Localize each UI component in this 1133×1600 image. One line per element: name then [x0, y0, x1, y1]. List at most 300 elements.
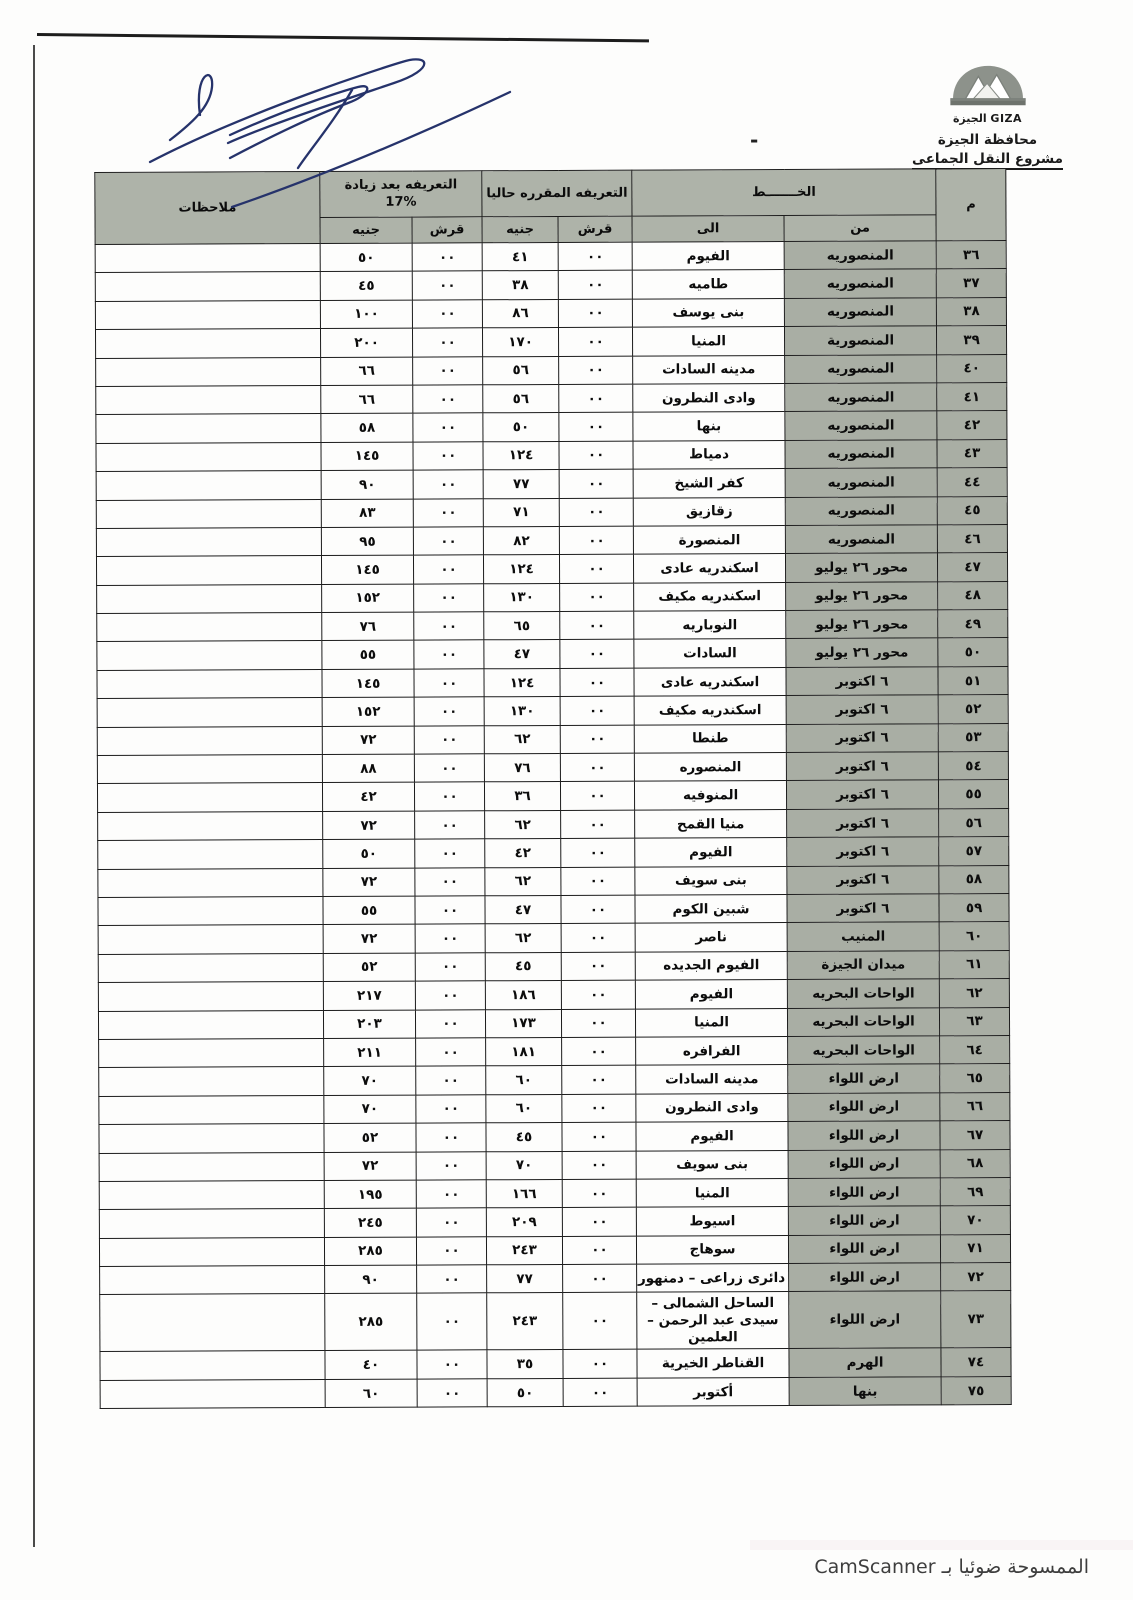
- current-pounds-cell: ٤٧: [485, 895, 561, 924]
- col-header-piasters-current: قرش: [558, 216, 632, 242]
- notes-cell: [96, 499, 321, 528]
- increased-piasters-cell: ٠٠: [412, 300, 482, 329]
- notes-cell: [97, 584, 322, 613]
- table-row: [97, 638, 1008, 670]
- current-piasters-cell: ٠٠: [559, 384, 633, 413]
- current-pounds-cell: ١٣٠: [484, 697, 560, 726]
- row-serial-cell: ٦٠: [939, 922, 1009, 951]
- current-piasters-cell: ٠٠: [562, 1179, 636, 1208]
- from-cell: ٦ اكتوبر: [786, 723, 938, 752]
- current-pounds-cell: ٢٤٣: [487, 1293, 563, 1350]
- increased-pounds-cell: ٢١٧: [323, 981, 415, 1010]
- notes-cell: [98, 925, 323, 954]
- current-pounds-cell: ٢٤٣: [486, 1236, 562, 1265]
- row-serial-cell: ٣٧: [936, 269, 1006, 298]
- to-cell: الفرافره: [636, 1036, 788, 1065]
- row-serial-cell: ٦٣: [939, 1007, 1009, 1036]
- increased-piasters-cell: ٠٠: [414, 640, 484, 669]
- current-pounds-cell: ٦٠: [486, 1066, 562, 1095]
- row-serial-cell: ٥٣: [938, 723, 1008, 752]
- increased-pounds-cell: ٩٠: [321, 470, 413, 499]
- row-serial-cell: ٥١: [938, 666, 1008, 695]
- current-piasters-cell: ٠٠: [559, 469, 633, 498]
- to-cell: السادات: [634, 639, 786, 668]
- logo-caption: الجيزة GIZA: [952, 112, 1023, 125]
- from-cell: ٦ اكتوبر: [786, 695, 938, 724]
- table-row: [98, 837, 1009, 869]
- increase-label-line2: 17%: [385, 194, 417, 210]
- increased-pounds-cell: ٨٨: [322, 754, 414, 783]
- to-cell: دمياط: [633, 440, 785, 469]
- table-row: [96, 524, 1007, 556]
- table-row: [98, 893, 1009, 925]
- row-serial-cell: ٥٦: [939, 808, 1009, 837]
- table-row: [100, 1291, 1011, 1352]
- from-cell: المنصوريه: [785, 496, 937, 525]
- current-pounds-cell: ١٨١: [486, 1037, 562, 1066]
- notes-cell: [99, 1237, 324, 1266]
- to-cell: الفيوم: [635, 838, 787, 867]
- from-cell: بنها: [789, 1377, 941, 1406]
- to-cell: المنوفيه: [634, 781, 786, 810]
- to-cell: النوباريه: [634, 611, 786, 640]
- to-cell: المنصورة: [633, 525, 785, 554]
- table-row: [98, 808, 1009, 840]
- current-piasters-cell: ٠٠: [562, 1065, 636, 1094]
- from-cell: ٦ اكتوبر: [787, 837, 939, 866]
- from-cell: الواحات البحريه: [787, 1007, 939, 1036]
- current-pounds-cell: ٥٦: [483, 356, 559, 385]
- current-piasters-cell: ٠٠: [560, 782, 634, 811]
- notes-cell: [97, 783, 322, 812]
- col-header-serial: م: [936, 169, 1006, 241]
- row-serial-cell: ٤٤: [937, 468, 1007, 497]
- current-piasters-cell: ٠٠: [562, 1207, 636, 1236]
- from-cell: ارض اللواء: [788, 1234, 940, 1263]
- table-row: [99, 1177, 1010, 1209]
- row-serial-cell: ٧٠: [940, 1206, 1010, 1235]
- increased-pounds-cell: ٥٥: [323, 896, 415, 925]
- table-row: [95, 326, 1006, 358]
- col-header-pounds-current: جنيه: [482, 216, 558, 242]
- to-cell: زقازيق: [633, 497, 785, 526]
- to-cell: دائرى زراعى – دمنهور: [637, 1264, 789, 1293]
- row-serial-cell: ٥٢: [938, 695, 1008, 724]
- col-header-increased-tariff-group: [320, 171, 482, 218]
- current-piasters-cell: ٠٠: [560, 696, 634, 725]
- increased-piasters-cell: ٠٠: [413, 385, 483, 414]
- table-row: [98, 865, 1009, 897]
- increased-pounds-cell: ٥٢: [323, 953, 415, 982]
- current-pounds-cell: ١٢٤: [483, 441, 559, 470]
- current-pounds-cell: ٤٥: [486, 1123, 562, 1152]
- increased-piasters-cell: ٠٠: [415, 1009, 485, 1038]
- current-piasters-cell: ٠٠: [558, 271, 632, 300]
- to-cell: سوهاج: [636, 1235, 788, 1264]
- col-header-line-group: الخـــــــط: [632, 169, 936, 216]
- increased-pounds-cell: ١٩٥: [324, 1180, 416, 1209]
- from-cell: الواحات البحريه: [788, 1036, 940, 1065]
- row-serial-cell: ٣٦: [936, 241, 1006, 270]
- increased-pounds-cell: ٢٨٥: [325, 1294, 417, 1351]
- from-cell: الهرم: [789, 1348, 941, 1377]
- notes-cell: [97, 613, 322, 642]
- notes-cell: [99, 1180, 324, 1209]
- increased-piasters-cell: ٠٠: [417, 1350, 487, 1379]
- table-row: [99, 1064, 1010, 1096]
- increased-pounds-cell: ١٤٥: [321, 442, 413, 471]
- increased-piasters-cell: ٠٠: [413, 555, 483, 584]
- fare-table: [94, 168, 1011, 1409]
- row-serial-cell: ٥٠: [938, 638, 1008, 667]
- to-cell: اسكندريه عادى: [634, 667, 786, 696]
- to-cell: الفيوم: [636, 1122, 788, 1151]
- increased-pounds-cell: ٧٢: [324, 1152, 416, 1181]
- increased-piasters-cell: ٠٠: [415, 953, 485, 982]
- table-row: [99, 1121, 1010, 1153]
- from-cell: المنصوريه: [785, 525, 937, 554]
- notes-cell: [97, 726, 322, 755]
- from-cell: المنيب: [787, 922, 939, 951]
- increased-pounds-cell: ٦٦: [321, 385, 413, 414]
- current-pounds-cell: ١٦٦: [486, 1179, 562, 1208]
- notes-cell: [98, 953, 323, 982]
- notes-cell: [100, 1294, 325, 1352]
- increased-piasters-cell: ٠٠: [414, 697, 484, 726]
- current-piasters-cell: ٠٠: [563, 1264, 637, 1293]
- current-pounds-cell: ٦٢: [485, 924, 561, 953]
- notes-cell: [96, 385, 321, 414]
- current-piasters-cell: ٠٠: [558, 299, 632, 328]
- table-row: [98, 979, 1009, 1011]
- to-cell: المنصوره: [634, 753, 786, 782]
- row-serial-cell: ٤٩: [938, 610, 1008, 639]
- table-row: [96, 496, 1007, 528]
- table-row: [96, 553, 1007, 585]
- current-piasters-cell: ٠٠: [561, 1009, 635, 1038]
- notes-cell: [99, 1067, 324, 1096]
- increased-pounds-cell: ٩٠: [325, 1265, 417, 1294]
- table-row: [97, 780, 1008, 812]
- row-serial-cell: ٧١: [940, 1234, 1010, 1263]
- notes-cell: [97, 641, 322, 670]
- notes-cell: [98, 840, 323, 869]
- col-header-from: من: [784, 215, 936, 242]
- notes-cell: [99, 1209, 324, 1238]
- from-cell: ٦ اكتوبر: [786, 667, 938, 696]
- increased-pounds-cell: ٢١١: [324, 1038, 416, 1067]
- table-row: [95, 269, 1006, 301]
- current-pounds-cell: ٨٢: [483, 526, 559, 555]
- current-pounds-cell: ٣٥: [487, 1350, 563, 1379]
- notes-cell: [97, 698, 322, 727]
- increased-piasters-cell: ٠٠: [415, 924, 485, 953]
- current-pounds-cell: ٧٧: [487, 1265, 563, 1294]
- table-row: [97, 666, 1008, 698]
- from-cell: ارض اللواء: [788, 1093, 940, 1122]
- notes-cell: [95, 300, 320, 329]
- table-row: [99, 1035, 1010, 1067]
- current-pounds-cell: ٥٠: [483, 413, 559, 442]
- current-pounds-cell: ٦٢: [485, 867, 561, 896]
- row-serial-cell: ٤٦: [937, 524, 1007, 553]
- row-serial-cell: ٧٤: [941, 1348, 1011, 1377]
- to-cell: بنى سويف: [635, 866, 787, 895]
- to-cell: وادى النطرون: [636, 1093, 788, 1122]
- row-serial-cell: ٥٤: [938, 752, 1008, 781]
- increased-pounds-cell: ١٥٢: [322, 584, 414, 613]
- notes-cell: [99, 1152, 324, 1181]
- current-piasters-cell: ٠٠: [559, 441, 633, 470]
- notes-cell: [99, 1038, 324, 1067]
- table-row: [95, 241, 1006, 273]
- row-serial-cell: ٦٨: [940, 1149, 1010, 1178]
- from-cell: المنصوريه: [784, 269, 936, 298]
- current-piasters-cell: ٠٠: [559, 526, 633, 555]
- to-cell: الفيوم: [635, 980, 787, 1009]
- notes-cell: [95, 244, 320, 273]
- table-row: [99, 1234, 1010, 1266]
- row-serial-cell: ٤٣: [937, 439, 1007, 468]
- current-piasters-cell: ٠٠: [559, 356, 633, 385]
- increase-label-line1: التعريفه بعد زيادة: [344, 177, 458, 194]
- table-row: [96, 439, 1007, 471]
- notes-cell: [96, 442, 321, 471]
- current-pounds-cell: ٥٦: [483, 384, 559, 413]
- from-cell: ارض اللواء: [788, 1149, 940, 1178]
- increased-piasters-cell: ٠٠: [414, 754, 484, 783]
- letterhead: [900, 58, 1075, 170]
- current-pounds-cell: ٨٦: [482, 299, 558, 328]
- increased-piasters-cell: ٠٠: [413, 442, 483, 471]
- to-cell: منيا القمح: [635, 809, 787, 838]
- table-row: [96, 468, 1007, 500]
- current-pounds-cell: ٣٦: [484, 782, 560, 811]
- from-cell: محور ٢٦ يوليو: [786, 582, 938, 611]
- to-cell: الساحل الشمالى –سيدى عبد الرحمن – العلمين: [637, 1292, 789, 1350]
- from-cell: ارض اللواء: [789, 1291, 941, 1349]
- row-serial-cell: ٣٨: [936, 297, 1006, 326]
- notes-cell: [96, 357, 321, 386]
- increased-pounds-cell: ٨٣: [321, 499, 413, 528]
- to-cell: الفيوم: [632, 241, 784, 270]
- current-pounds-cell: ٧٦: [484, 753, 560, 782]
- notes-cell: [100, 1351, 325, 1380]
- current-pounds-cell: ١٨٦: [485, 981, 561, 1010]
- current-piasters-cell: ٠٠: [561, 952, 635, 981]
- current-piasters-cell: ٠٠: [562, 1151, 636, 1180]
- increased-piasters-cell: ٠٠: [413, 328, 483, 357]
- current-piasters-cell: ٠٠: [560, 725, 634, 754]
- from-cell: ٦ اكتوبر: [787, 865, 939, 894]
- col-header-current-tariff-group: التعريفه المقرره حاليا: [482, 170, 632, 217]
- increased-piasters-cell: ٠٠: [416, 1208, 486, 1237]
- to-cell: اسكندريه مكيف: [634, 696, 786, 725]
- increased-piasters-cell: ٠٠: [416, 1180, 486, 1209]
- table-row: [99, 1092, 1010, 1124]
- to-cell: بنى يوسف: [632, 298, 784, 327]
- increased-pounds-cell: ٥٨: [321, 413, 413, 442]
- notes-cell: [96, 414, 321, 443]
- scan-edge-line-top: [37, 33, 649, 42]
- current-pounds-cell: ٤٥: [485, 952, 561, 981]
- row-serial-cell: ٦٧: [940, 1121, 1010, 1150]
- increased-piasters-cell: ٠٠: [415, 981, 485, 1010]
- scan-smudge: [750, 1540, 1133, 1550]
- row-serial-cell: ٤٧: [938, 553, 1008, 582]
- to-cell: بنى سويف: [636, 1150, 788, 1179]
- increased-pounds-cell: ٥٠: [323, 839, 415, 868]
- increased-piasters-cell: ٠٠: [413, 470, 483, 499]
- notes-cell: [98, 982, 323, 1011]
- increased-piasters-cell: ٠٠: [417, 1293, 487, 1350]
- table-row: [96, 354, 1007, 386]
- table-row: [100, 1376, 1011, 1408]
- col-header-to: الى: [632, 215, 784, 242]
- row-serial-cell: ٥٧: [939, 837, 1009, 866]
- table-row: [98, 922, 1009, 954]
- table-row: [95, 297, 1006, 329]
- row-serial-cell: ٦٩: [940, 1177, 1010, 1206]
- increased-pounds-cell: ٢٨٥: [324, 1237, 416, 1266]
- increased-pounds-cell: ٢٠٣: [323, 1010, 415, 1039]
- increased-pounds-cell: ٧٠: [324, 1066, 416, 1095]
- scan-edge-line-left: [33, 45, 35, 1547]
- col-header-piasters-increased: قرش: [412, 217, 482, 243]
- to-cell: المنيا: [635, 1008, 787, 1037]
- increased-piasters-cell: ٠٠: [416, 1151, 486, 1180]
- project-title: مشروع النقل الجماعى: [912, 151, 1063, 170]
- notes-cell: [97, 669, 322, 698]
- current-piasters-cell: ٠٠: [562, 1037, 636, 1066]
- from-cell: ارض اللواء: [788, 1206, 940, 1235]
- row-serial-cell: ٦٢: [939, 979, 1009, 1008]
- current-piasters-cell: ٠٠: [560, 668, 634, 697]
- from-cell: ارض اللواء: [788, 1121, 940, 1150]
- current-pounds-cell: ٣٨: [482, 271, 558, 300]
- to-cell: اسيوط: [636, 1207, 788, 1236]
- to-cell: كفر الشيخ: [633, 469, 785, 498]
- increased-pounds-cell: ٢٠٠: [320, 328, 412, 357]
- increased-piasters-cell: ٠٠: [413, 356, 483, 385]
- increased-piasters-cell: ٠٠: [416, 1236, 486, 1265]
- table-row: [97, 610, 1008, 642]
- increased-pounds-cell: ٤٥: [320, 271, 412, 300]
- increased-pounds-cell: ٧٢: [323, 924, 415, 953]
- current-piasters-cell: ٠٠: [563, 1350, 637, 1379]
- increased-pounds-cell: ١٠٠: [320, 300, 412, 329]
- to-cell: اسكندريه مكيف: [634, 582, 786, 611]
- increased-pounds-cell: ٤٠: [325, 1351, 417, 1380]
- to-cell: وادى النطرون: [633, 383, 785, 412]
- current-pounds-cell: ١٧٣: [485, 1009, 561, 1038]
- from-cell: محور ٢٦ يوليو: [786, 638, 938, 667]
- current-pounds-cell: ١٣٠: [484, 583, 560, 612]
- from-cell: محور ٢٦ يوليو: [786, 610, 938, 639]
- current-piasters-cell: ٠٠: [561, 895, 635, 924]
- table-row: [97, 695, 1008, 727]
- table-row: [98, 1007, 1009, 1039]
- row-serial-cell: ٧٥: [941, 1376, 1011, 1405]
- table-row: [97, 723, 1008, 755]
- current-piasters-cell: ٠٠: [562, 1094, 636, 1123]
- current-piasters-cell: ٠٠: [559, 412, 633, 441]
- current-piasters-cell: ٠٠: [561, 810, 635, 839]
- current-piasters-cell: ٠٠: [561, 867, 635, 896]
- to-cell: القناطر الخيرية: [637, 1349, 789, 1378]
- row-serial-cell: ٦٥: [940, 1064, 1010, 1093]
- to-cell: ناصر: [635, 923, 787, 952]
- row-serial-cell: ٣٩: [937, 326, 1007, 355]
- current-pounds-cell: ١٢٤: [483, 555, 559, 584]
- row-serial-cell: ٥٩: [939, 893, 1009, 922]
- increased-piasters-cell: ٠٠: [412, 271, 482, 300]
- notes-cell: [96, 471, 321, 500]
- notes-cell: [97, 755, 322, 784]
- current-pounds-cell: ٧٠: [486, 1151, 562, 1180]
- from-cell: ارض اللواء: [788, 1178, 940, 1207]
- notes-cell: [96, 527, 321, 556]
- from-cell: المنصوريه: [785, 468, 937, 497]
- current-pounds-cell: ٤١: [482, 242, 558, 271]
- increased-pounds-cell: ٦٠: [325, 1379, 417, 1408]
- from-cell: ارض اللواء: [789, 1263, 941, 1292]
- increased-pounds-cell: ٥٥: [322, 641, 414, 670]
- row-serial-cell: ٦٤: [940, 1035, 1010, 1064]
- table-row: [97, 752, 1008, 784]
- row-serial-cell: ٦١: [939, 950, 1009, 979]
- increased-piasters-cell: ٠٠: [414, 725, 484, 754]
- current-piasters-cell: ٠٠: [563, 1378, 637, 1407]
- increased-pounds-cell: ٧٢: [323, 868, 415, 897]
- to-cell: المنيا: [633, 327, 785, 356]
- increased-piasters-cell: ٠٠: [415, 896, 485, 925]
- increased-piasters-cell: ٠٠: [414, 669, 484, 698]
- increased-piasters-cell: ٠٠: [416, 1095, 486, 1124]
- from-cell: ٦ اكتوبر: [786, 752, 938, 781]
- current-pounds-cell: ١٢٤: [484, 668, 560, 697]
- row-serial-cell: ٥٨: [939, 865, 1009, 894]
- increased-piasters-cell: ٠٠: [413, 498, 483, 527]
- increased-piasters-cell: ٠٠: [414, 612, 484, 641]
- from-cell: المنصوريه: [785, 354, 937, 383]
- to-cell: أكتوبر: [637, 1377, 789, 1406]
- to-cell: مدينه السادات: [633, 355, 785, 384]
- current-piasters-cell: ٠٠: [558, 242, 632, 271]
- from-cell: المنصورية: [785, 326, 937, 355]
- current-pounds-cell: ٥٠: [487, 1378, 563, 1407]
- notes-cell: [98, 811, 323, 840]
- current-piasters-cell: ٠٠: [561, 980, 635, 1009]
- from-cell: المنصوريه: [784, 298, 936, 327]
- increased-piasters-cell: ٠٠: [414, 782, 484, 811]
- current-pounds-cell: ٧٧: [483, 470, 559, 499]
- increased-pounds-cell: ١٤٥: [322, 669, 414, 698]
- increased-piasters-cell: ٠٠: [414, 583, 484, 612]
- row-serial-cell: ٤١: [937, 382, 1007, 411]
- increased-pounds-cell: ٥٠: [320, 243, 412, 272]
- governorate-title: محافظة الجيزة: [937, 132, 1038, 148]
- increased-piasters-cell: ٠٠: [416, 1038, 486, 1067]
- row-serial-cell: ٧٢: [941, 1263, 1011, 1292]
- current-pounds-cell: ٤٢: [485, 839, 561, 868]
- increased-piasters-cell: ٠٠: [412, 243, 482, 272]
- increased-pounds-cell: ٦٦: [321, 357, 413, 386]
- current-piasters-cell: ٠٠: [560, 640, 634, 669]
- table-row: [100, 1263, 1011, 1295]
- increased-pounds-cell: ١٤٥: [321, 555, 413, 584]
- current-pounds-cell: ٦٠: [486, 1094, 562, 1123]
